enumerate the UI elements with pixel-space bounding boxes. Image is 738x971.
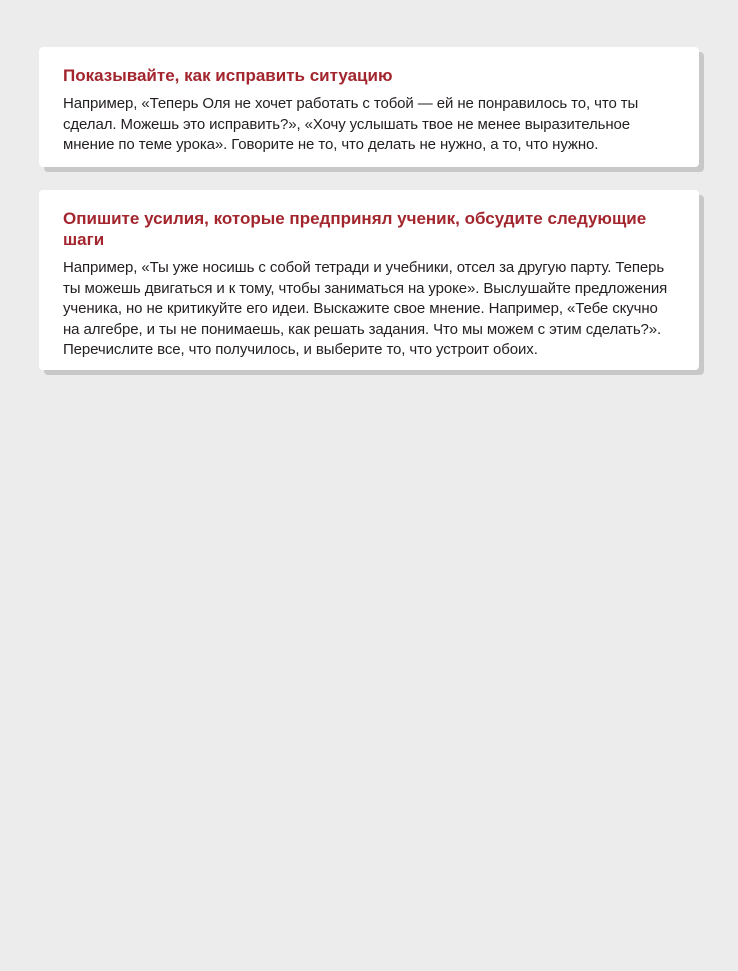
tip-card-describe-efforts [39, 190, 699, 370]
card-title: Опишите усилия, которые предпринял ученик, обсудите следующие шаги [63, 209, 647, 249]
card-body: Например, «Ты уже носишь с собой тетради и учебники, отсел за другую парту. Теперь ты можешь двигаться и к тому, чтобы заниматься на уроке». Выслушайте предложения ученика, но не критикуйте его идеи. Выскажите свое мнение. Например, «Тебе скучно на алгебре, и ты не понимаешь, как решать задания. Что мы можем с этим сделать?». Перечислите все, что получилось, и выберите то, что устроит обоих. [63, 259, 668, 358]
tip-card-fix-situation [39, 47, 699, 167]
card-title: Показывайте, как исправить ситуацию [63, 66, 393, 85]
card-body: Например, «Теперь Оля не хочет работать с тобой — ей не понравилось то, что ты сделал. Можешь это исправить?», «Хочу услышать твое не менее выразительное мнение по теме урока». Говорите не то, что делать не нужно, а то, что нужно. [63, 95, 639, 153]
